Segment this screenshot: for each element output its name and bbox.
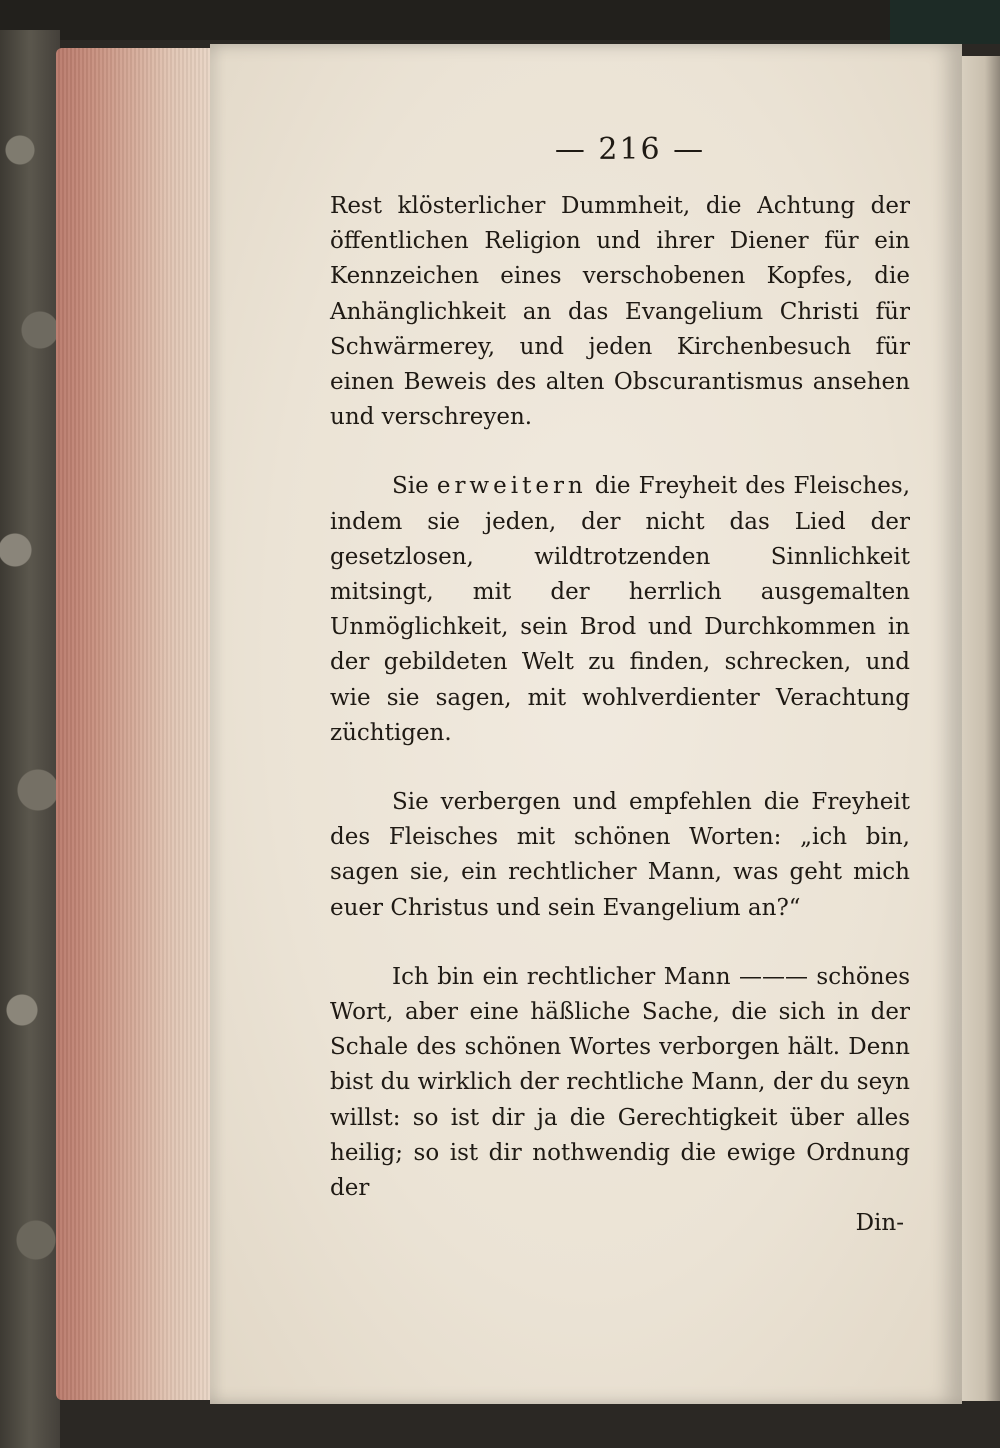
page-text-block (330, 132, 910, 1241)
page-number: — 216 — (554, 132, 706, 167)
paragraph-lead: Sie (392, 473, 429, 500)
marbled-cover-board (0, 30, 60, 1448)
paragraph-text: Rest klösterlicher Dummheit, die Achtung der öffentlichen Religion und ihrer Diener für ein Kennzeichen eines verschobenen Kopfes, die Anhänglichkeit an das Evangelium Christi für Schwärmerey, und jeden Kirchenbesuch für einen Beweis des alten Obscurantismus ansehen und verschreyen. (330, 193, 910, 431)
paragraph (330, 785, 910, 926)
page-edges (56, 48, 216, 1400)
paragraph-text: Ich bin ein rechtlicher Mann ——— schönes Wort, aber eine häßliche Sache, die sich in der Schale des schönen Wortes verborgen hält. Denn bist du wirklich der rechtliche Mann, der du seyn willst: so ist dir ja die Gerechtigkeit über alles heilig; so ist dir nothwendig die ewige Ordnung der (330, 963, 910, 1202)
catchword: Din- (855, 1210, 904, 1237)
scan-background-top (0, 0, 1000, 40)
emphasized-word: erweitern (436, 473, 587, 500)
paragraph-text: Sie verbergen und empfehlen die Freyheit des Fleisches mit schönen Worten: „ich bin, sagen sie, ein rechtlicher Mann, was geht mich euer Christus und sein Evangelium an?“ (330, 789, 910, 921)
scan-background-corner (890, 0, 1000, 44)
paragraph-text: die Freyheit des Fleisches, indem sie jeden, der nicht das Lied der gesetzlosen, wildtrotzenden Sinnlichkeit mitsingt, mit der herrlich ausgemalten Unmöglichkeit, sein Brod und Durchkommen in der gebildeten Welt zu finden, schrecken, und wie sie sagen, mit wohlverdienter Verachtung züchtigen. (330, 473, 911, 746)
paragraph (330, 960, 910, 1206)
paragraph (330, 189, 910, 435)
paragraph (330, 469, 910, 751)
facing-page-edge (962, 56, 1000, 1401)
